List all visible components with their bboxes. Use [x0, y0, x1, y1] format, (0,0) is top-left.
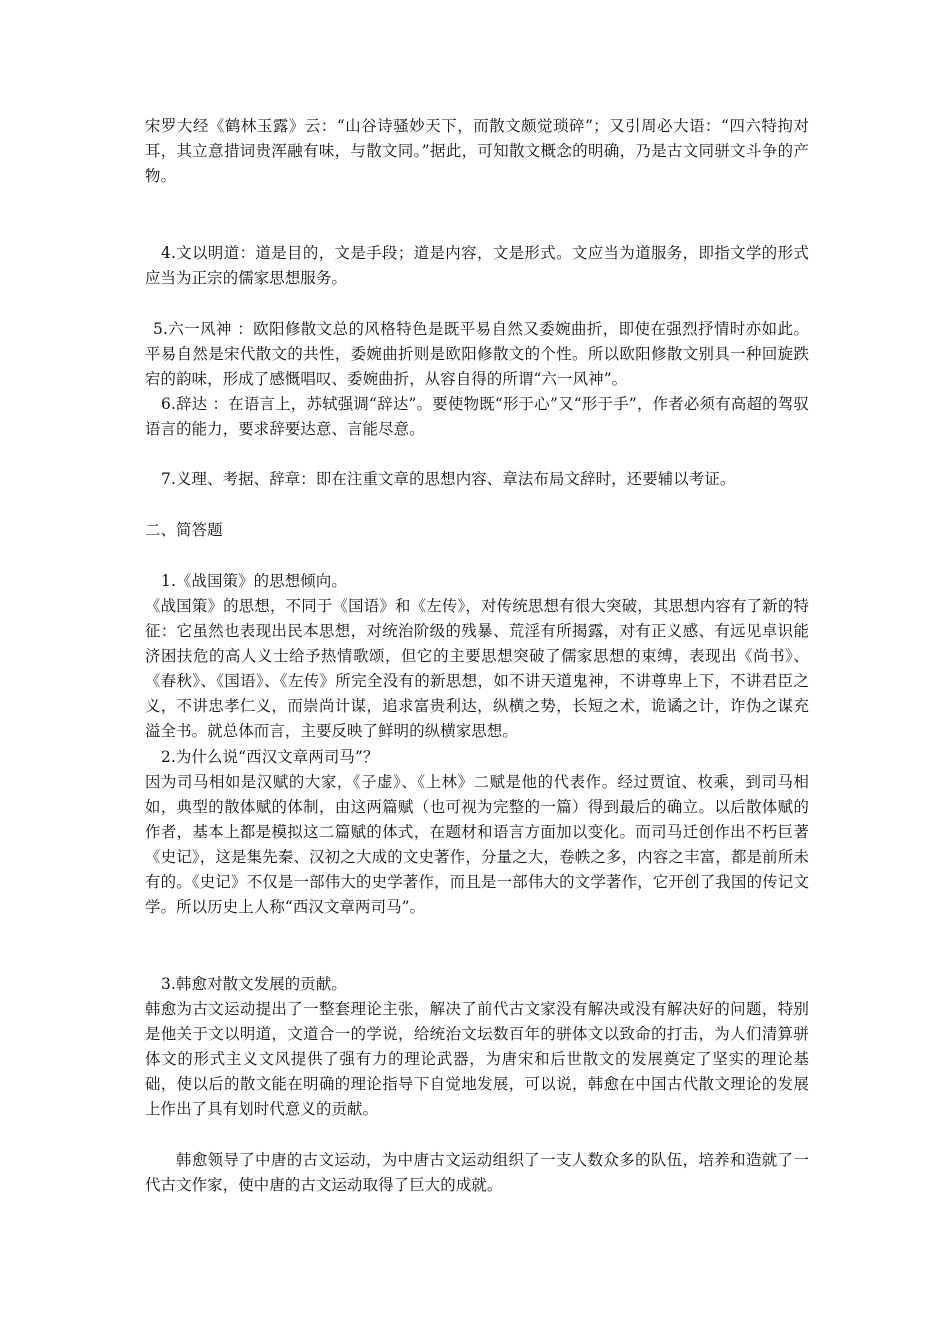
term-5-paragraph: 5.六一风神 ：欧阳修散文总的风格特色是既平易自然又委婉曲折，即使在强烈抒情时亦如此。平易自然是宋代散文的共性，委婉曲折则是欧阳修散文的个性。所以欧阳修散文别具一种回旋跌宕的韵味，形成了感慨唱叹、委婉曲折，从容自得的所谓“六一风神”。	[145, 320, 809, 388]
question-3-answer: 韩愈为古文运动提出了一整套理论主张，解决了前代古文家没有解决或没有解决好的问题，特别是他关于文以明道，文道合一的学说，给统治文坛数百年的骈体文以致命的打击，为人们清算骈体文的形式主义文风提供了强有力的理论武器，为唐宋和后世散文的发展奠定了坚实的理论基础，使以后的散文能在明确的理论指导下自觉地发展，可以说，韩愈在中国古代散文理论的发展上作出了具有划时代意义的贡献。	[145, 1000, 809, 1118]
question-3-title: 3.韩愈对散文发展的贡献。	[161, 975, 347, 993]
section-title: 二、简答题	[145, 521, 223, 539]
term-7-paragraph: 7.义理、考据、辞章：即在注重文章的思想内容、章法布局文辞时，还要辅以考证。	[161, 470, 736, 488]
question-3-answer-continued: 韩愈领导了中唐的古文运动，为中唐古文运动组织了一支人数众多的队伍，培养和造就了一代古文作家，使中唐的古文运动取得了巨大的成就。	[145, 1151, 809, 1194]
term-6-paragraph: 6.辞达 ：在语言上，苏轼强调“辞达”。要使物既“形于心”又“形于手”，作者必须有高超的驾驭语言的能力，要求辞要达意、言能尽意。	[145, 395, 809, 438]
question-1-answer: 《战国策》的思想，不同于《国语》和《左传》，对传统思想有很大突破，其思想内容有了新的特征：它虽然也表现出民本思想，对统治阶级的残暴、荒淫有所揭露，对有正义感、有远见卓识能济困扶危的高人义士给予热情歌颂，但它的主要思想突破了儒家思想的束缚，表现出《尚书》、《春秋》、《国语》、《左传》所完全没有的新思想，如不讲天道鬼神，不讲尊卑上下，不讲君臣之义，不讲忠孝仁义，而崇尚计谋，追求富贵利达，纵横之势，长短之术，诡谲之计，诈伪之谋充溢全书。就总体而言，主要反映了鲜明的纵横家思想。	[145, 597, 809, 740]
intro-paragraph: 宋罗大经《鹤林玉露》云：“山谷诗骚妙天下，而散文颇觉琐碎”；又引周必大语：“四六特拘对耳，其立意措词贵浑融有味，与散文同。”据此，可知散文概念的明确，乃是古文同骈文斗争的产物。	[145, 117, 809, 185]
question-1-title: 1.《战国策》的思想倾向。	[161, 572, 347, 590]
term-4-paragraph: 4.文以明道：道是目的，文是手段；道是内容，文是形式。文应当为道服务，即指文学的形式应当为正宗的儒家思想服务。	[145, 244, 809, 287]
question-2-answer: 因为司马相如是汉赋的大家，《子虚》、《上林》二赋是他的代表作。经过贾谊、枚乘，到司马相如，典型的散体赋的体制，由这两篇赋（也可视为完整的一篇）得到最后的确立。以后散体赋的作者，基本上都是模拟这二篇赋的体式，在题材和语言方面加以变化。而司马迁创作出不朽巨著《史记》，这是集先秦、汉初之大成的文史著作，分量之大，卷帙之多，内容之丰富，都是前所未有的。《史记》不仅是一部伟大的史学著作，而且是一部伟大的文学著作，它开创了我国的传记文学。所以历史上人称“西汉文章两司马”。	[145, 773, 809, 916]
question-2-title: 2.为什么说“西汉文章两司马”？	[161, 748, 379, 766]
